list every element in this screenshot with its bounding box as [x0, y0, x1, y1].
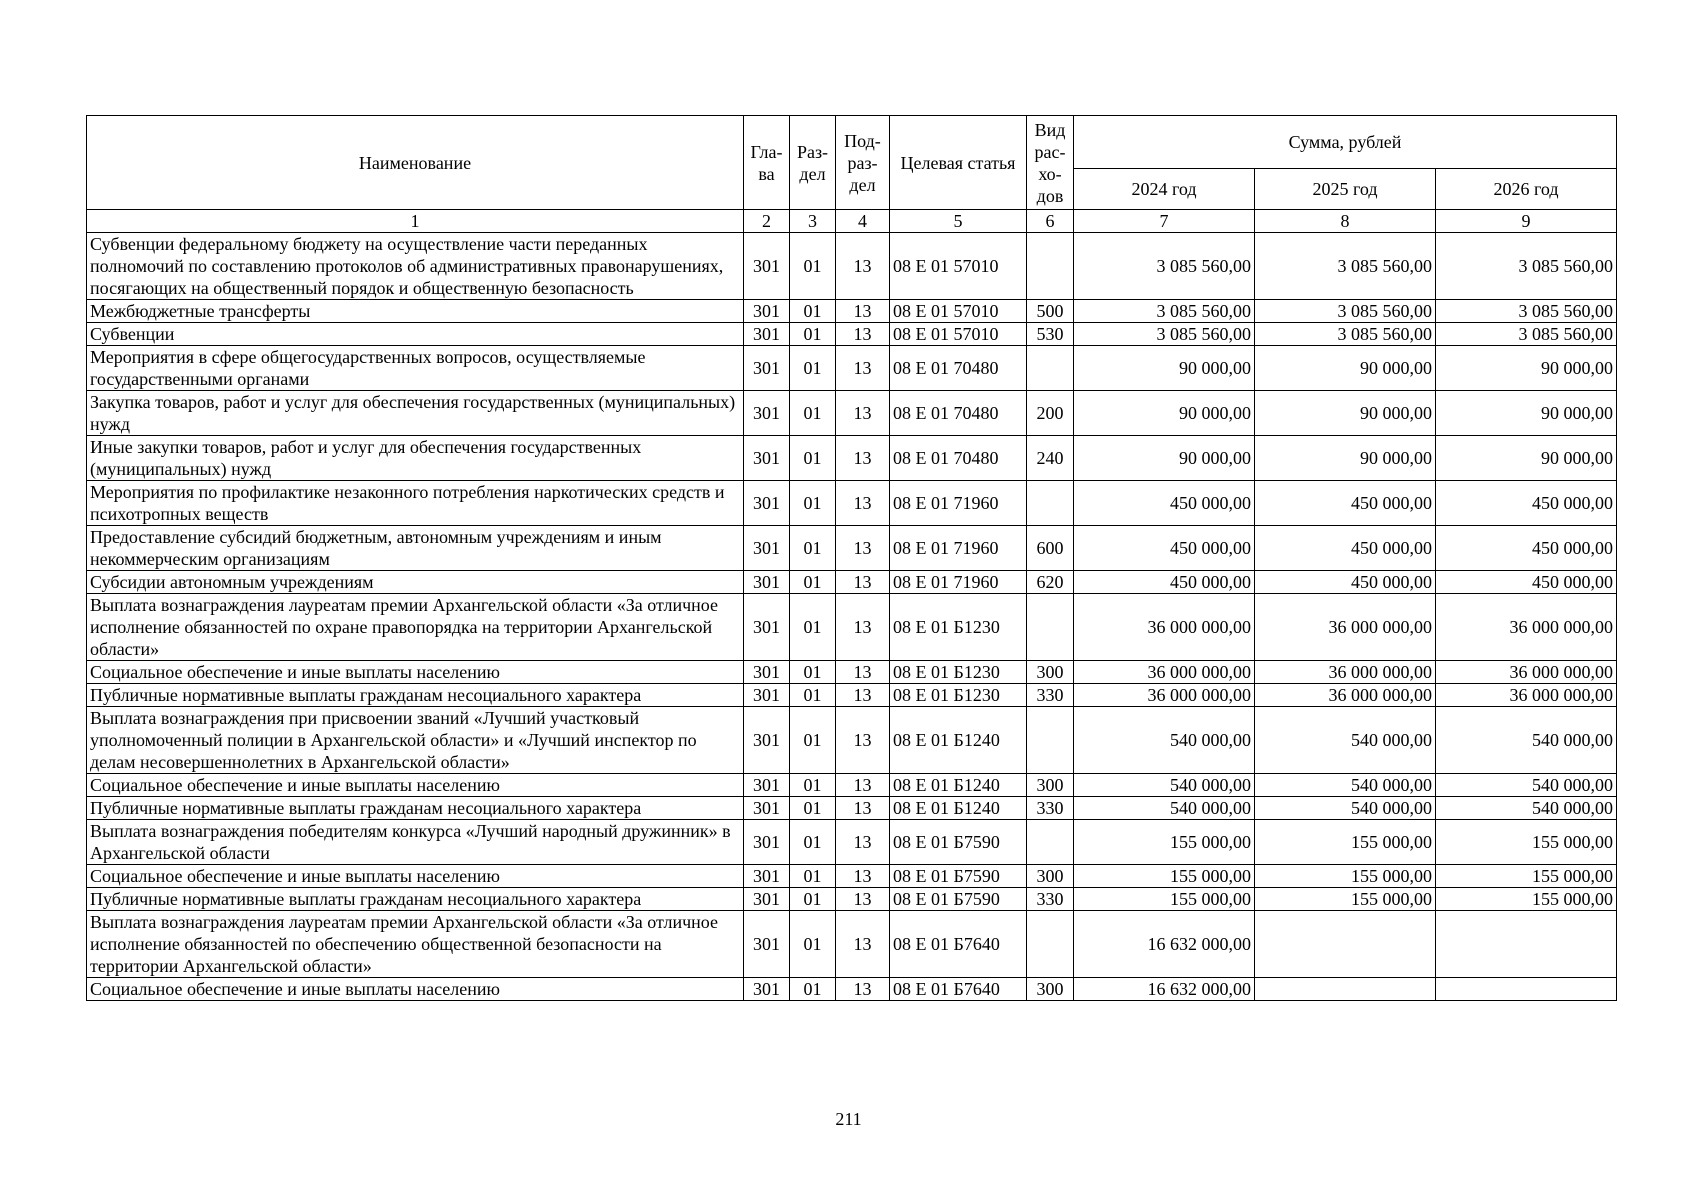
row-amount-2025: 3 085 560,00 [1255, 300, 1436, 323]
row-amount-2025: 450 000,00 [1255, 526, 1436, 571]
row-amount-2026: 540 000,00 [1436, 774, 1617, 797]
row-amount-2024: 450 000,00 [1074, 526, 1255, 571]
row-target: 08 Е 01 57010 [890, 300, 1027, 323]
row-subsection: 13 [836, 571, 890, 594]
row-amount-2025: 3 085 560,00 [1255, 233, 1436, 300]
page-number: 211 [835, 1109, 862, 1129]
table-row [87, 300, 1617, 323]
row-amount-2024: 90 000,00 [1074, 346, 1255, 391]
row-amount-2024: 3 085 560,00 [1074, 233, 1255, 300]
row-name: Иные закупки товаров, работ и услуг для обеспечения государственных (муниципальных) нужд [87, 436, 744, 481]
row-section: 01 [790, 300, 836, 323]
row-amount-2024: 450 000,00 [1074, 571, 1255, 594]
row-chapter: 301 [744, 571, 790, 594]
table-row [87, 707, 1617, 774]
row-amount-2026: 36 000 000,00 [1436, 594, 1617, 661]
row-chapter: 301 [744, 300, 790, 323]
row-target: 08 Е 01 70480 [890, 436, 1027, 481]
row-amount-2025: 90 000,00 [1255, 391, 1436, 436]
row-name: Предоставление субсидий бюджетным, автономным учреждениям и иным некоммерческим организациям [87, 526, 744, 571]
row-amount-2026: 36 000 000,00 [1436, 661, 1617, 684]
row-subsection: 13 [836, 911, 890, 978]
row-amount-2025: 90 000,00 [1255, 346, 1436, 391]
row-amount-2025: 540 000,00 [1255, 707, 1436, 774]
row-subsection: 13 [836, 661, 890, 684]
row-subsection: 13 [836, 233, 890, 300]
header-subsection: Под-раз-дел [836, 116, 890, 210]
row-chapter: 301 [744, 594, 790, 661]
row-amount-2024: 540 000,00 [1074, 774, 1255, 797]
row-expense-type: 300 [1027, 865, 1074, 888]
row-chapter: 301 [744, 911, 790, 978]
row-target: 08 Е 01 Б1240 [890, 774, 1027, 797]
row-target: 08 Е 01 Б7640 [890, 911, 1027, 978]
table-row [87, 571, 1617, 594]
row-chapter: 301 [744, 865, 790, 888]
row-subsection: 13 [836, 707, 890, 774]
row-expense-type: 330 [1027, 797, 1074, 820]
row-amount-2024: 36 000 000,00 [1074, 594, 1255, 661]
table-row [87, 865, 1617, 888]
row-chapter: 301 [744, 707, 790, 774]
row-section: 01 [790, 391, 836, 436]
row-amount-2026: 3 085 560,00 [1436, 233, 1617, 300]
row-chapter: 301 [744, 233, 790, 300]
row-amount-2024: 540 000,00 [1074, 797, 1255, 820]
row-amount-2025: 155 000,00 [1255, 888, 1436, 911]
row-subsection: 13 [836, 684, 890, 707]
row-amount-2026 [1436, 978, 1617, 1001]
row-target: 08 Е 01 57010 [890, 233, 1027, 300]
row-target: 08 Е 01 71960 [890, 526, 1027, 571]
header-sum: Сумма, рублей [1074, 116, 1617, 169]
row-expense-type [1027, 820, 1074, 865]
row-amount-2026: 450 000,00 [1436, 571, 1617, 594]
row-amount-2024: 36 000 000,00 [1074, 661, 1255, 684]
row-name: Публичные нормативные выплаты гражданам несоциального характера [87, 684, 744, 707]
row-name: Субсидии автономным учреждениям [87, 571, 744, 594]
row-target: 08 Е 01 Б1230 [890, 661, 1027, 684]
row-amount-2025: 155 000,00 [1255, 865, 1436, 888]
row-expense-type: 600 [1027, 526, 1074, 571]
row-amount-2024: 155 000,00 [1074, 888, 1255, 911]
row-amount-2026: 90 000,00 [1436, 391, 1617, 436]
row-subsection: 13 [836, 346, 890, 391]
row-expense-type [1027, 594, 1074, 661]
row-chapter: 301 [744, 391, 790, 436]
row-section: 01 [790, 661, 836, 684]
row-amount-2025: 36 000 000,00 [1255, 594, 1436, 661]
row-expense-type: 300 [1027, 978, 1074, 1001]
row-expense-type: 300 [1027, 661, 1074, 684]
header-name: Наименование [87, 116, 744, 210]
row-section: 01 [790, 594, 836, 661]
row-target: 08 Е 01 Б1230 [890, 594, 1027, 661]
column-number: 1 [87, 210, 744, 233]
row-target: 08 Е 01 Б7590 [890, 820, 1027, 865]
row-name: Выплата вознаграждения лауреатам премии Архангельской области «За отличное исполнение обязанностей по охране правопорядка на территории Архангельской области» [87, 594, 744, 661]
row-amount-2026: 90 000,00 [1436, 346, 1617, 391]
row-target: 08 Е 01 57010 [890, 323, 1027, 346]
row-chapter: 301 [744, 774, 790, 797]
column-number: 7 [1074, 210, 1255, 233]
row-subsection: 13 [836, 526, 890, 571]
row-name: Мероприятия в сфере общегосударственных вопросов, осуществляемые государственными органами [87, 346, 744, 391]
row-subsection: 13 [836, 774, 890, 797]
row-amount-2025 [1255, 911, 1436, 978]
row-section: 01 [790, 865, 836, 888]
row-chapter: 301 [744, 888, 790, 911]
header-chapter: Гла-ва [744, 116, 790, 210]
row-amount-2024: 3 085 560,00 [1074, 323, 1255, 346]
row-section: 01 [790, 888, 836, 911]
row-amount-2024: 36 000 000,00 [1074, 684, 1255, 707]
row-amount-2025: 450 000,00 [1255, 481, 1436, 526]
row-section: 01 [790, 323, 836, 346]
table-row [87, 346, 1617, 391]
row-name: Социальное обеспечение и иные выплаты населению [87, 865, 744, 888]
row-target: 08 Е 01 Б7640 [890, 978, 1027, 1001]
row-subsection: 13 [836, 436, 890, 481]
row-section: 01 [790, 820, 836, 865]
row-amount-2026: 450 000,00 [1436, 526, 1617, 571]
row-section: 01 [790, 436, 836, 481]
row-amount-2024: 155 000,00 [1074, 820, 1255, 865]
row-name: Публичные нормативные выплаты гражданам несоциального характера [87, 888, 744, 911]
row-section: 01 [790, 911, 836, 978]
row-expense-type: 500 [1027, 300, 1074, 323]
row-target: 08 Е 01 Б7590 [890, 888, 1027, 911]
row-name: Мероприятия по профилактике незаконного потребления наркотических средств и психотропных веществ [87, 481, 744, 526]
row-name: Межбюджетные трансферты [87, 300, 744, 323]
table-row [87, 436, 1617, 481]
row-expense-type [1027, 346, 1074, 391]
column-number: 2 [744, 210, 790, 233]
row-expense-type: 300 [1027, 774, 1074, 797]
row-amount-2026: 540 000,00 [1436, 797, 1617, 820]
row-amount-2024: 90 000,00 [1074, 436, 1255, 481]
row-amount-2026: 90 000,00 [1436, 436, 1617, 481]
table-row [87, 526, 1617, 571]
row-subsection: 13 [836, 820, 890, 865]
column-number: 5 [890, 210, 1027, 233]
row-section: 01 [790, 481, 836, 526]
row-name: Социальное обеспечение и иные выплаты населению [87, 774, 744, 797]
table-row [87, 481, 1617, 526]
row-amount-2026: 450 000,00 [1436, 481, 1617, 526]
table-row [87, 888, 1617, 911]
column-number: 4 [836, 210, 890, 233]
row-amount-2024: 540 000,00 [1074, 707, 1255, 774]
header-section: Раз-дел [790, 116, 836, 210]
row-section: 01 [790, 684, 836, 707]
row-amount-2024: 16 632 000,00 [1074, 978, 1255, 1001]
row-amount-2025: 36 000 000,00 [1255, 684, 1436, 707]
row-target: 08 Е 01 70480 [890, 346, 1027, 391]
row-section: 01 [790, 774, 836, 797]
row-expense-type [1027, 707, 1074, 774]
row-target: 08 Е 01 71960 [890, 481, 1027, 526]
row-target: 08 Е 01 Б1240 [890, 797, 1027, 820]
column-number: 9 [1436, 210, 1617, 233]
table-row [87, 684, 1617, 707]
row-chapter: 301 [744, 323, 790, 346]
header-year-2026: 2026 год [1436, 169, 1617, 210]
row-expense-type: 620 [1027, 571, 1074, 594]
row-amount-2026 [1436, 911, 1617, 978]
row-chapter: 301 [744, 661, 790, 684]
row-amount-2025: 155 000,00 [1255, 820, 1436, 865]
budget-table [86, 115, 1617, 1001]
row-amount-2026: 155 000,00 [1436, 865, 1617, 888]
row-subsection: 13 [836, 300, 890, 323]
row-name: Социальное обеспечение и иные выплаты населению [87, 661, 744, 684]
row-chapter: 301 [744, 820, 790, 865]
row-expense-type: 330 [1027, 684, 1074, 707]
row-amount-2025 [1255, 978, 1436, 1001]
table-row [87, 797, 1617, 820]
row-expense-type: 200 [1027, 391, 1074, 436]
row-target: 08 Е 01 70480 [890, 391, 1027, 436]
row-target: 08 Е 01 Б7590 [890, 865, 1027, 888]
row-amount-2025: 450 000,00 [1255, 571, 1436, 594]
row-section: 01 [790, 707, 836, 774]
row-chapter: 301 [744, 797, 790, 820]
row-amount-2026: 3 085 560,00 [1436, 300, 1617, 323]
row-amount-2026: 155 000,00 [1436, 820, 1617, 865]
row-expense-type [1027, 233, 1074, 300]
row-expense-type: 330 [1027, 888, 1074, 911]
header-expense-type: Вид рас-хо-дов [1027, 116, 1074, 210]
row-amount-2024: 450 000,00 [1074, 481, 1255, 526]
row-expense-type [1027, 481, 1074, 526]
header-year-2024: 2024 год [1074, 169, 1255, 210]
row-amount-2025: 3 085 560,00 [1255, 323, 1436, 346]
row-amount-2026: 155 000,00 [1436, 888, 1617, 911]
row-chapter: 301 [744, 436, 790, 481]
column-number: 3 [790, 210, 836, 233]
row-name: Закупка товаров, работ и услуг для обеспечения государственных (муниципальных) нужд [87, 391, 744, 436]
row-amount-2026: 3 085 560,00 [1436, 323, 1617, 346]
row-chapter: 301 [744, 346, 790, 391]
row-chapter: 301 [744, 978, 790, 1001]
row-name: Выплата вознаграждения победителям конкурса «Лучший народный дружинник» в Архангельской области [87, 820, 744, 865]
table-row [87, 978, 1617, 1001]
header-target: Целевая статья [890, 116, 1027, 210]
row-expense-type: 240 [1027, 436, 1074, 481]
table-row [87, 661, 1617, 684]
table-row [87, 391, 1617, 436]
row-section: 01 [790, 797, 836, 820]
row-subsection: 13 [836, 594, 890, 661]
table-row [87, 820, 1617, 865]
row-expense-type [1027, 911, 1074, 978]
row-amount-2026: 36 000 000,00 [1436, 684, 1617, 707]
row-name: Субвенции федеральному бюджету на осуществление части переданных полномочий по составлению протоколов об административных правонарушениях, посягающих на общественный порядок и общественную безопасность [87, 233, 744, 300]
row-section: 01 [790, 571, 836, 594]
row-subsection: 13 [836, 797, 890, 820]
row-section: 01 [790, 978, 836, 1001]
row-amount-2026: 540 000,00 [1436, 707, 1617, 774]
table-row [87, 323, 1617, 346]
row-amount-2025: 90 000,00 [1255, 436, 1436, 481]
row-chapter: 301 [744, 481, 790, 526]
row-target: 08 Е 01 Б1230 [890, 684, 1027, 707]
row-amount-2024: 155 000,00 [1074, 865, 1255, 888]
row-chapter: 301 [744, 684, 790, 707]
row-amount-2025: 540 000,00 [1255, 774, 1436, 797]
row-name: Выплата вознаграждения лауреатам премии Архангельской области «За отличное исполнение обязанностей по обеспечению общественной безопасности на территории Архангельской области» [87, 911, 744, 978]
column-number-row [87, 210, 1617, 233]
row-amount-2025: 36 000 000,00 [1255, 661, 1436, 684]
row-section: 01 [790, 233, 836, 300]
row-section: 01 [790, 526, 836, 571]
table-row [87, 911, 1617, 978]
row-chapter: 301 [744, 526, 790, 571]
row-target: 08 Е 01 71960 [890, 571, 1027, 594]
row-name: Субвенции [87, 323, 744, 346]
row-name: Социальное обеспечение и иные выплаты населению [87, 978, 744, 1001]
header-year-2025: 2025 год [1255, 169, 1436, 210]
column-number: 6 [1027, 210, 1074, 233]
table-row [87, 774, 1617, 797]
row-amount-2024: 90 000,00 [1074, 391, 1255, 436]
row-amount-2024: 16 632 000,00 [1074, 911, 1255, 978]
row-subsection: 13 [836, 978, 890, 1001]
table-row [87, 594, 1617, 661]
row-amount-2025: 540 000,00 [1255, 797, 1436, 820]
row-subsection: 13 [836, 865, 890, 888]
row-target: 08 Е 01 Б1240 [890, 707, 1027, 774]
row-subsection: 13 [836, 481, 890, 526]
row-subsection: 13 [836, 391, 890, 436]
row-amount-2024: 3 085 560,00 [1074, 300, 1255, 323]
row-section: 01 [790, 346, 836, 391]
row-subsection: 13 [836, 323, 890, 346]
row-expense-type: 530 [1027, 323, 1074, 346]
table-row [87, 233, 1617, 300]
column-number: 8 [1255, 210, 1436, 233]
row-subsection: 13 [836, 888, 890, 911]
row-name: Выплата вознаграждения при присвоении званий «Лучший участковый уполномоченный полиции в Архангельской области» и «Лучший инспектор по делам несовершеннолетних в Архангельской области» [87, 707, 744, 774]
row-name: Публичные нормативные выплаты гражданам несоциального характера [87, 797, 744, 820]
